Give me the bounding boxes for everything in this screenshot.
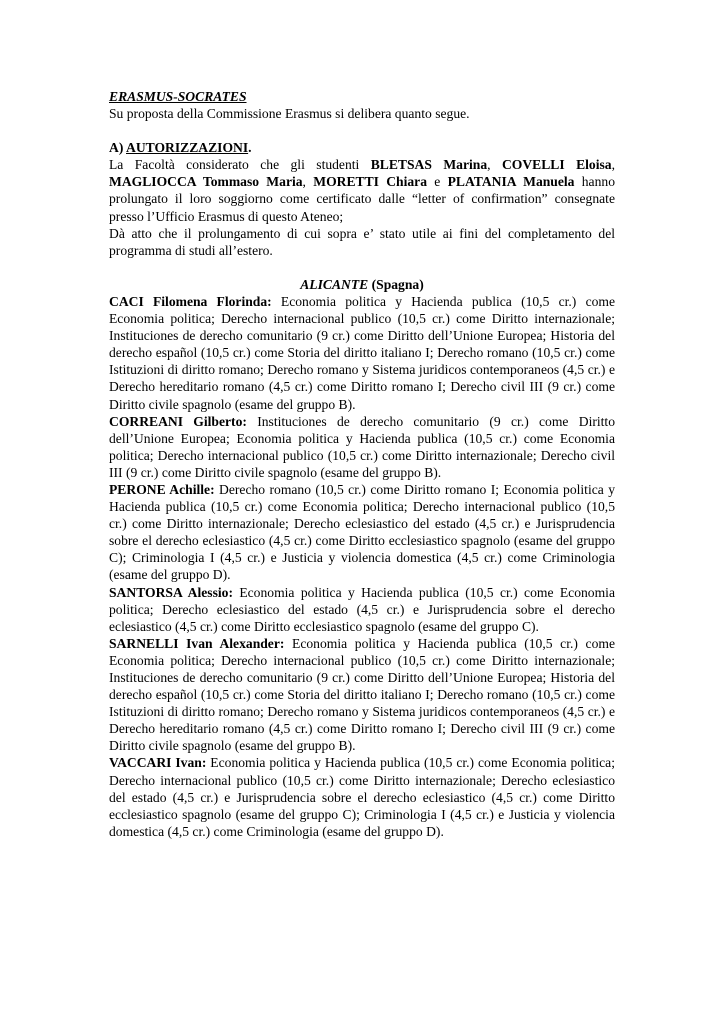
- student-name: PERONE Achille:: [109, 481, 215, 497]
- student-name: PLATANIA Manuela: [447, 174, 575, 190]
- intro-line: Su proposta della Commissione Erasmus si delibera quanto segue.: [109, 106, 470, 122]
- student-name: MAGLIOCCA Tommaso Maria: [109, 174, 303, 190]
- student-entry-sarnelli: SARNELLI Ivan Alexander: Economia politica y Hacienda publica (10,5 cr.) come Economia politica; Derecho internacional publico (10,5 cr.) come Diritto internazionale; Instituciones de derecho comunitario (9 cr.) come Diritto dell’Unione Europea; Historia del derecho español (10,5 cr.) come Storia del diritto italiano I; Derecho romano (10,5 cr.) come Istituzioni di diritto romano; Derecho romano y Sistema juridicos contemporaneos (4,5 cr.) e Derecho hereditario romano (4,5 cr.) come Diritto romano I; Derecho civil III (9 cr.) come Diritto civile spagnolo (esame del gruppo B).: [109, 635, 615, 754]
- student-entry-caci: CACI Filomena Florinda: Economia politica y Hacienda publica (10,5 cr.) come Economia politica; Derecho internacional publico (10,5 cr.) come Diritto internazionale; Instituciones de derecho comunitario (9 cr.) come Diritto dell’Unione Europea; Historia del derecho español (10,5 cr.) come Storia del diritto italiano I; Derecho romano (10,5 cr.) come Istituzioni di diritto romano; Derecho romano y Sistema juridicos contemporaneos (4,5 cr.) e Derecho hereditario romano (4,5 cr.) come Diritto romano I; Derecho civil III (9 cr.) come Diritto civile spagnolo (esame del gruppo B).: [109, 293, 616, 412]
- student-entry-correani: CORREANI Gilberto: Instituciones de derecho comunitario (9 cr.) come Diritto dell’Unione Europea; Economia politica y Hacienda publica (10,5 cr.) come Economia politica; Derecho internacional publico (10,5 cr.) come Diritto internazionale; Derecho civil III (9 cr.) come Diritto civile spagnolo (esame del gruppo B).: [109, 413, 615, 480]
- spacer: [109, 259, 615, 276]
- student-name: BLETSAS Marina: [370, 157, 488, 173]
- student-entry-santorsa: SANTORSA Alessio: Economia politica y Hacienda publica (10,5 cr.) come Economia politica; Derecho eclesiastico del estado (4,5 cr.) e Jurisprudencia sobre el derecho eclesiastico (4,5 cr.) come Diritto ecclesiastico spagnolo (esame del gruppo C).: [109, 584, 615, 634]
- section-a-paragraph-2: Dà atto che il prolungamento di cui sopra e’ stato utile ai fini del completamento del programma di studi all’estero.: [109, 225, 615, 258]
- student-name: VACCARI Ivan:: [109, 755, 207, 771]
- student-name: CORREANI Gilberto:: [109, 413, 247, 429]
- student-entry-vaccari: VACCARI Ivan: Economia politica y Hacienda publica (10,5 cr.) come Economia politica; Derecho internacional publico (10,5 cr.) come Diritto internazionale; Derecho eclesiastico del estado (4,5 cr.) e Jurisprudencia sobre el derecho eclesiastico (4,5 cr.) come Diritto ecclesiastico spagnolo (esame del gruppo C); Criminologia I (4,5 cr.) e Justicia y violencia domestica (4,5 cr.) come Criminologia (esame del gruppo D).: [109, 755, 615, 839]
- student-name: SANTORSA Alessio:: [109, 584, 233, 600]
- location-heading: ALICANTE (Spagna): [300, 276, 424, 292]
- student-name: SARNELLI Ivan Alexander:: [109, 635, 285, 651]
- spacer: [109, 122, 615, 139]
- student-entry-perone: PERONE Achille: Derecho romano (10,5 cr.) come Diritto romano I; Economia politica y Hacienda publica (10,5 cr.) come Economia politica; Derecho internacional publico (10,5 cr.) come Diritto internazionale; Derecho eclesiastico del estado (4,5 cr.) e Jurisprudencia sobre el derecho eclesiastico (4,5 cr.) come Diritto ecclesiastico spagnolo (esame del gruppo C); Criminologia I (4,5 cr.) e Justicia y violencia domestica (4,5 cr.) come Criminologia (esame del gruppo D).: [109, 481, 615, 583]
- section-a-heading: A) AUTORIZZAZIONI.: [109, 140, 252, 156]
- program-title: ERASMUS-SOCRATES: [109, 89, 247, 104]
- student-name: COVELLI Eloisa: [501, 157, 612, 173]
- student-name: MORETTI Chiara: [313, 174, 428, 190]
- student-name: CACI Filomena Florinda:: [109, 293, 272, 309]
- section-a-paragraph-1: La Facoltà considerato che gli studenti BLETSAS Marina, COVELLI Eloisa, MAGLIOCCA Tommaso Maria, MORETTI Chiara e PLATANIA Manuela hanno prolungato il loro soggiorno come certificato dalle “letter of confirmation” consegnate presso l’Ufficio Erasmus di questo Ateneo;: [109, 157, 615, 224]
